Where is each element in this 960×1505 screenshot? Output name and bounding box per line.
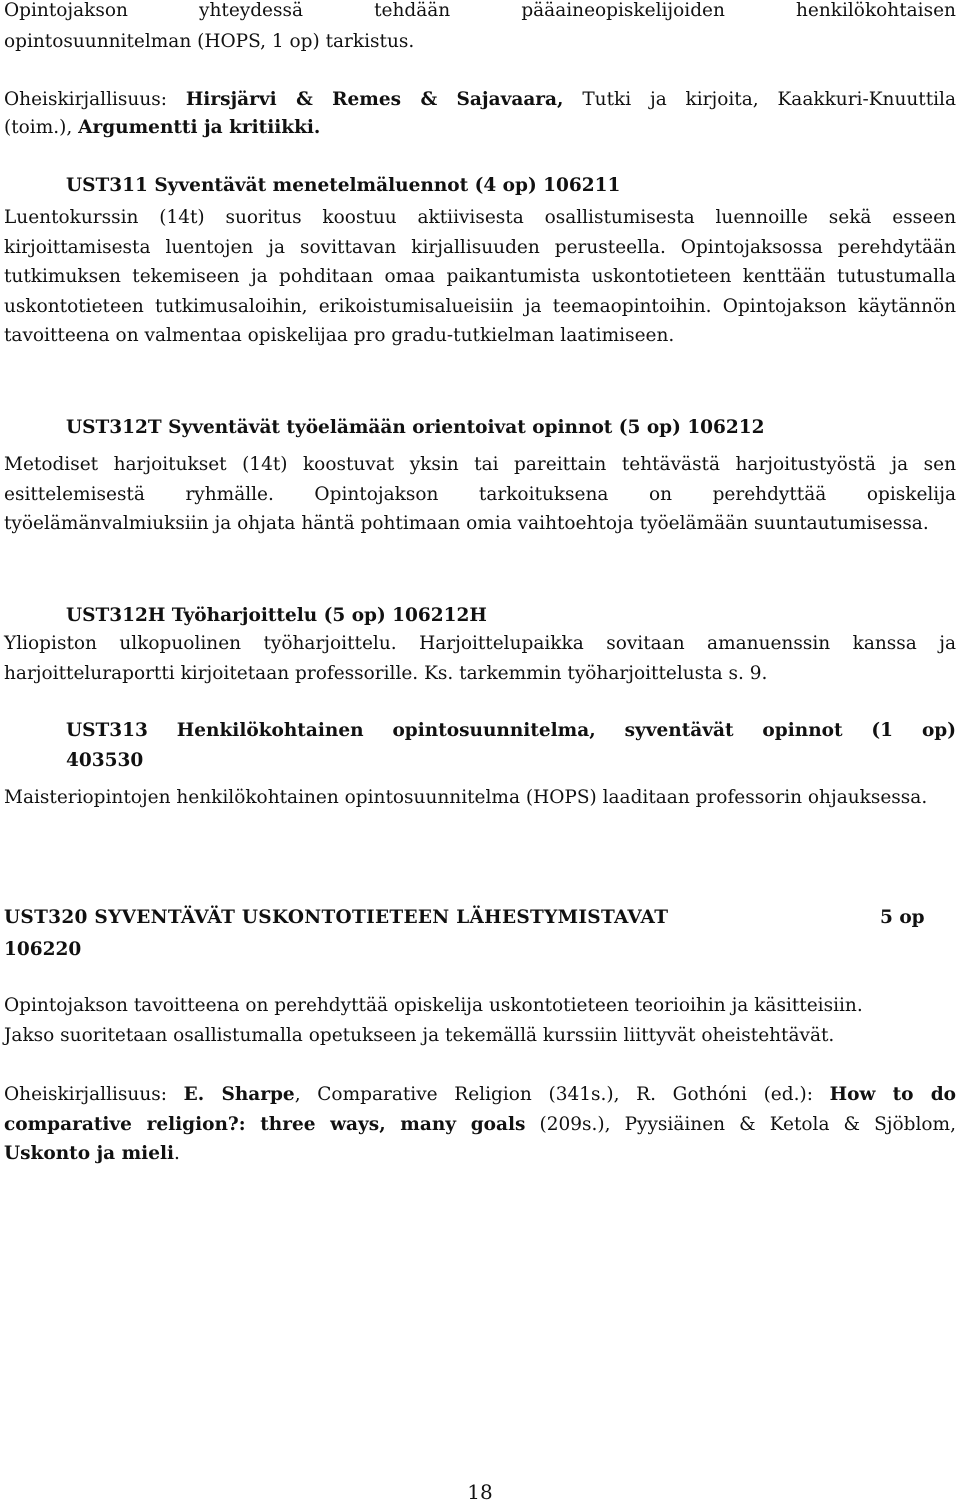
intro-word: pääaineopiskelijoiden	[521, 0, 725, 21]
intro-line-1	[4, 0, 956, 26]
ust320-body-1: Opintojakson tavoitteena on perehdyttää opiskelija uskontotieteen teorioihin ja käsitteisiin.	[4, 995, 863, 1016]
ust320-credits: 5 op	[880, 907, 925, 928]
literature-text: .	[174, 1143, 180, 1164]
ust313-body: Maisteriopintojen henkilökohtainen opintosuunnitelma (HOPS) laaditaan professorin ohjauksessa.	[4, 787, 928, 808]
ust312h-body: Yliopiston ulkopuolinen työharjoittelu. Harjoittelupaikka sovitaan amanuenssin kanssa ja harjoitteluraportti kirjoitetaan professorille. Ks. tarkemmin työharjoittelusta s. 9.	[4, 633, 956, 684]
literature-book-title: Uskonto ja mieli	[4, 1143, 175, 1164]
ust313-code: 403530	[66, 750, 144, 771]
ust320-heading: UST320 SYVENTÄVÄT USKONTOTIETEEN LÄHESTYMISTAVAT	[4, 907, 669, 928]
literature-label: Oheiskirjallisuus:	[4, 1084, 184, 1105]
ust312t-heading: UST312T Syventävät työelämään orientoivat opinnot (5 op) 106212	[66, 417, 765, 438]
literature-authors: Hirsjärvi & Remes & Sajavaara,	[185, 89, 564, 110]
ust311-heading: UST311 Syventävät menetelmäluennot (4 op) 106211	[66, 175, 621, 196]
literature-editor: (toim.),	[4, 117, 79, 138]
intro-literature	[4, 85, 956, 115]
page-number: 18	[467, 1480, 493, 1504]
intro-word: tehdään	[374, 0, 451, 21]
ust320-literature	[4, 1080, 956, 1169]
literature-book-title: How to do comparative religion?: three ways, many goals	[4, 1084, 957, 1135]
intro-word: Opintojakson	[4, 0, 128, 21]
intro-line-2: opintosuunnitelman (HOPS, 1 op) tarkistus.	[4, 31, 415, 52]
literature-text: , Comparative Religion (341s.), R. Gothóni (ed.):	[294, 1084, 830, 1105]
literature-text: (209s.), Pyysiäinen & Ketola & Sjöblom,	[525, 1113, 956, 1135]
ust312t-body: Metodiset harjoitukset (14t) koostuvat yksin tai pareittain tehtävästä harjoitustyöstä ja sen esittelemisestä ryhmälle. Opintojakson tarkoituksena on perehdyttää opiskelija työelämänvalmiuksiin ja ohjata häntä pohtimaan omia vaihtoehtoja työelämään suuntautumisessa.	[4, 454, 956, 534]
intro-literature-2	[4, 113, 956, 143]
literature-author-sharpe: E. Sharpe	[183, 1084, 295, 1105]
intro-word: yhteydessä	[199, 0, 304, 21]
literature-label: Oheiskirjallisuus:	[4, 89, 186, 110]
ust312h-heading: UST312H Työharjoittelu (5 op) 106212H	[66, 605, 487, 626]
literature-title: Tutki ja kirjoita, Kaakkuri-Knuuttila	[563, 89, 957, 110]
ust313-heading: UST313 Henkilökohtainen opintosuunnitelma, syventävät opinnot (1 op)	[66, 720, 956, 741]
ust320-body-2: Jakso suoritetaan osallistumalla opetukseen ja tekemällä kurssiin liittyvät oheistehtävät.	[4, 1025, 835, 1046]
intro-word: henkilökohtaisen	[795, 0, 956, 21]
ust311-body: Luentokurssin (14t) suoritus koostuu aktiivisesta osallistumisesta luennoille sekä esseen kirjoittamisesta luentojen ja sovittavan kirjallisuuden perusteella. Opintojaksossa perehdytään tutkimuksen tekemiseen ja pohditaan omaa paikantumista uskontotieteen kenttään tutustumalla uskontotieteen tutkimusaloihin, erikoistumisalueisiin ja teemaopintoihin. Opintojakson käytännön tavoitteena on valmentaa opiskelijaa pro gradu-tutkielman laatimiseen.	[4, 207, 956, 346]
literature-book: Argumentti ja kritiikki.	[78, 117, 321, 138]
ust320-code: 106220	[4, 939, 82, 960]
